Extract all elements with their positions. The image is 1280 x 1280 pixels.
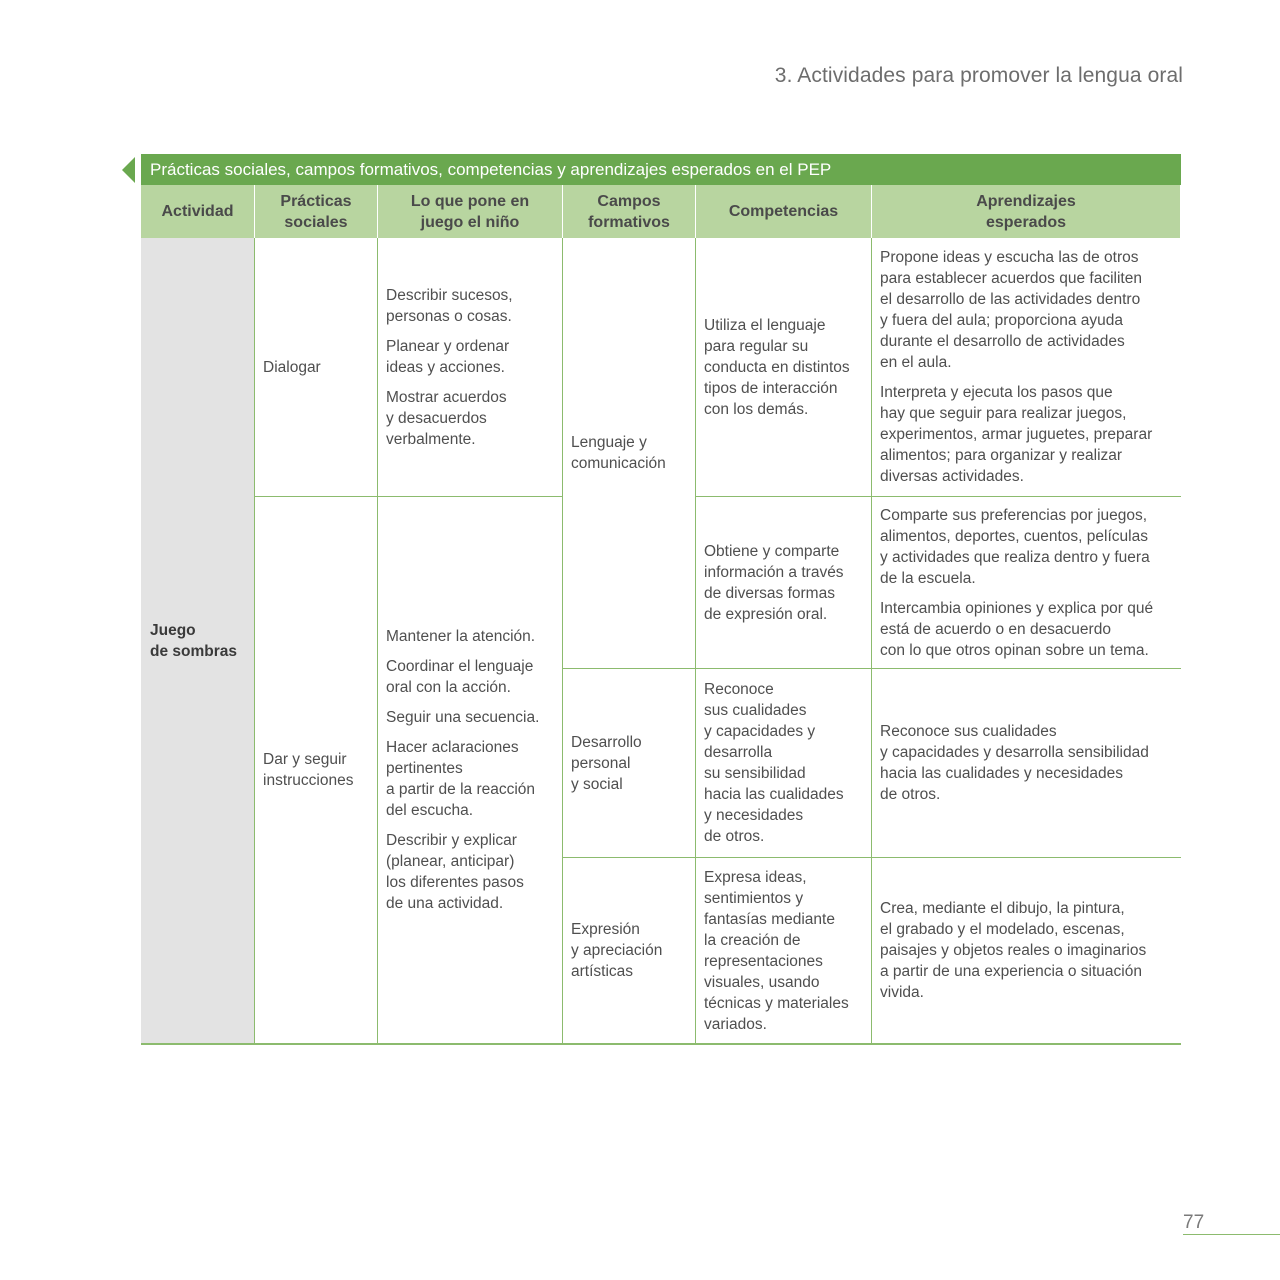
competencia-2: Obtiene y comparte información a través de diversas formas de expresión oral.	[696, 497, 872, 669]
aprendizaje-4	[872, 858, 1181, 1043]
list-item: Reconoce sus cualidades y capacidades y desarrolla sensibilidad hacia las cualidades y necesidades de otros.	[880, 723, 1149, 803]
list-item: Hacer aclaraciones pertinentes a partir de la reacción del escucha.	[386, 739, 536, 819]
campo-expresion: Expresión y apreciación artísticas	[563, 858, 696, 1043]
col-header-practicas: Prácticas sociales	[255, 185, 378, 238]
competencia-1: Utiliza el lenguaje para regular su conducta en distintos tipos de interacción con los demás.	[696, 238, 872, 497]
campo-desarrollo: Desarrollo personal y social	[563, 669, 696, 858]
practica-instrucciones: Dar y seguir instrucciones	[255, 497, 378, 1043]
pep-table	[141, 154, 1181, 1045]
col-header-pone-en-juego: Lo que pone en juego el niño	[378, 185, 563, 238]
list-item: Crea, mediante el dibujo, la pintura, el grabado y el modelado, escenas, paisajes y objetos reales o imaginarios a partir de una experiencia o situación vivida.	[880, 900, 1147, 1001]
list-item: Coordinar el lenguaje oral con la acción.	[386, 658, 534, 696]
col-header-campos: Campos formativos	[563, 185, 696, 238]
list-item: Describir y explicar (planear, anticipar) los diferentes pasos de una actividad.	[386, 832, 524, 912]
list-item: Seguir una secuencia.	[386, 709, 540, 726]
activity-label: Juego de sombras	[150, 621, 238, 660]
col-header-actividad: Actividad	[141, 185, 255, 238]
col-header-competencias: Competencias	[696, 185, 872, 238]
list-item: Planear y ordenar ideas y acciones.	[386, 337, 510, 376]
table-title: Prácticas sociales, campos formativos, competencias y aprendizajes esperados en el PEP	[141, 154, 1181, 185]
pone-en-juego-dialogar	[378, 238, 563, 497]
activity-cell	[141, 238, 255, 1043]
list-item: Mostrar acuerdos y desacuerdos verbalmente.	[386, 388, 507, 448]
list-item: Comparte sus preferencias por juegos, alimentos, deportes, cuentos, películas y actividades que realiza dentro y fuera de la escuela.	[880, 506, 1150, 587]
aprendizaje-2	[872, 497, 1181, 669]
list-item: Describir sucesos, personas o cosas.	[386, 286, 513, 325]
arrow-marker-icon	[122, 157, 135, 183]
aprendizaje-3	[872, 669, 1181, 858]
campo-lenguaje: Lenguaje y comunicación	[563, 238, 696, 669]
list-item: Intercambia opiniones y explica por qué está de acuerdo o en desacuerdo con lo que otros opinan sobre un tema.	[880, 599, 1154, 659]
footer-rule	[1183, 1234, 1280, 1235]
pone-en-juego-instrucciones	[378, 497, 563, 1043]
page-number: 77	[1183, 1212, 1205, 1233]
list-item: Mantener la atención.	[386, 628, 536, 645]
table-grid	[141, 185, 1181, 1045]
list-item: Interpreta y ejecuta los pasos que hay que seguir para realizar juegos, experimentos, armar juguetes, preparar alimentos; para organizar y realizar diversas actividades.	[880, 384, 1153, 485]
section-title: 3. Actividades para promover la lengua oral	[774, 64, 1183, 87]
aprendizaje-1	[872, 238, 1181, 497]
list-item: Propone ideas y escucha las de otros para establecer acuerdos que faciliten el desarrollo de las actividades dentro y fuera del aula; proporciona ayuda durante el desarrollo de actividades en el aula.	[880, 249, 1142, 371]
competencia-3: Reconoce sus cualidades y capacidades y desarrolla su sensibilidad hacia las cualidades y necesidades de otros.	[696, 669, 872, 858]
competencia-4: Expresa ideas, sentimientos y fantasías mediante la creación de representaciones visuales, usando técnicas y materiales variados.	[696, 858, 872, 1043]
col-header-aprendizajes: Aprendizajes esperados	[872, 185, 1181, 238]
practica-dialogar: Dialogar	[255, 238, 378, 497]
